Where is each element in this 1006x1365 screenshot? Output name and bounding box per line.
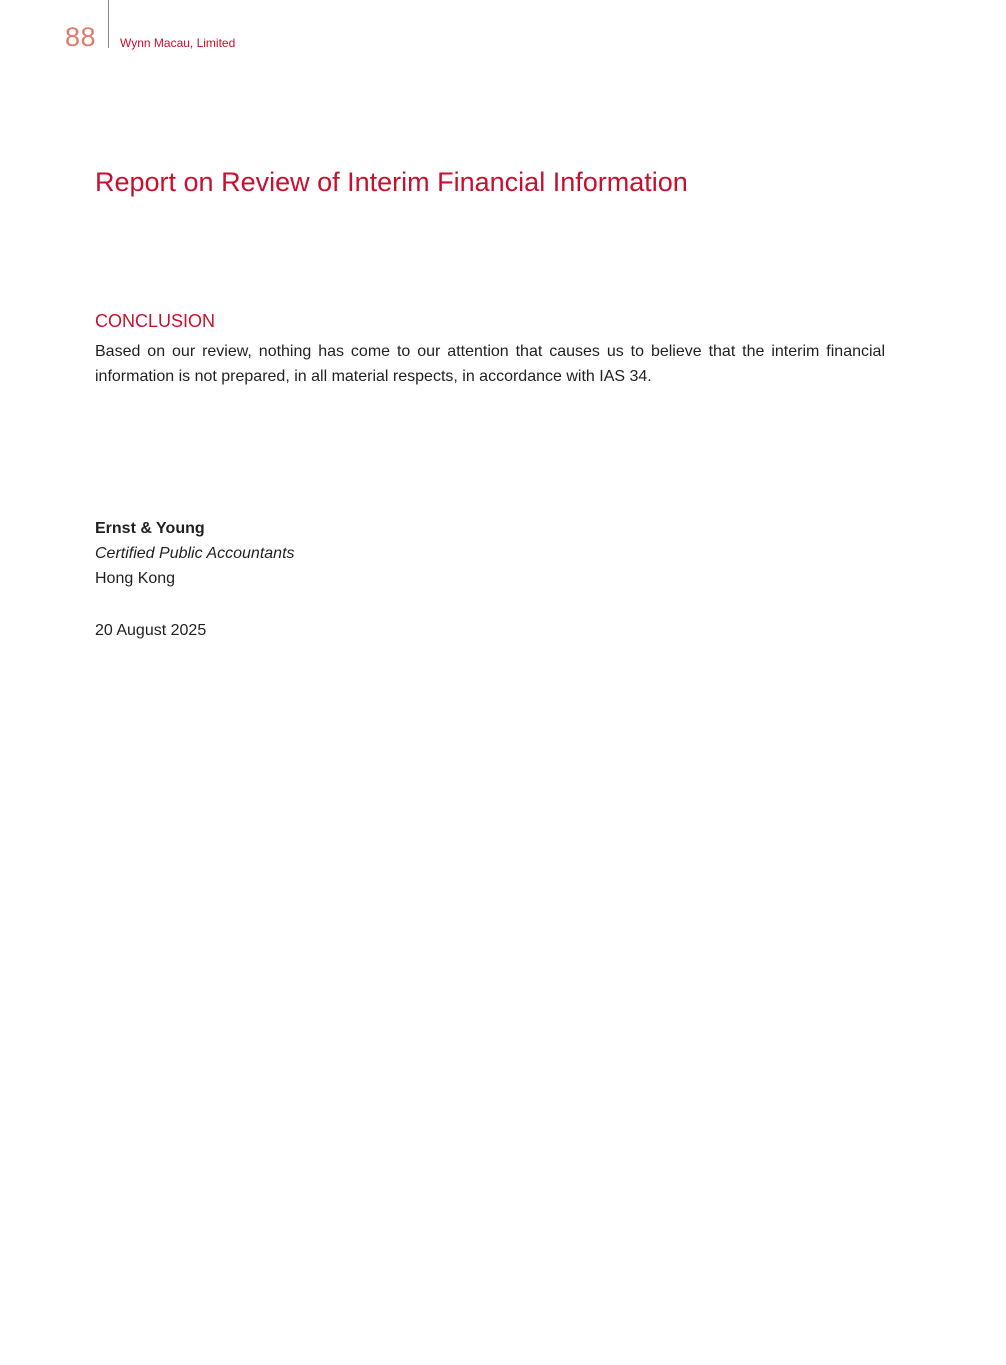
section-heading: CONCLUSION: [95, 311, 216, 331]
firm-designation: Certified Public Accountants: [95, 545, 295, 562]
firm-name: Ernst & Young: [95, 520, 205, 537]
company-name: Wynn Macau, Limited: [120, 36, 236, 50]
page-title: Report on Review of Interim Financial Information: [95, 167, 688, 197]
header-divider: [108, 0, 109, 48]
page-number: 88: [65, 22, 97, 52]
firm-location: Hong Kong: [95, 570, 176, 587]
conclusion-paragraph: Based on our review, nothing has come to our attention that causes us to believe that the interim financial information is not prepared, in all material respects, in accordance with IAS 34.: [95, 343, 885, 385]
signature-block: [95, 516, 295, 591]
report-date: 20 August 2025: [95, 622, 207, 639]
